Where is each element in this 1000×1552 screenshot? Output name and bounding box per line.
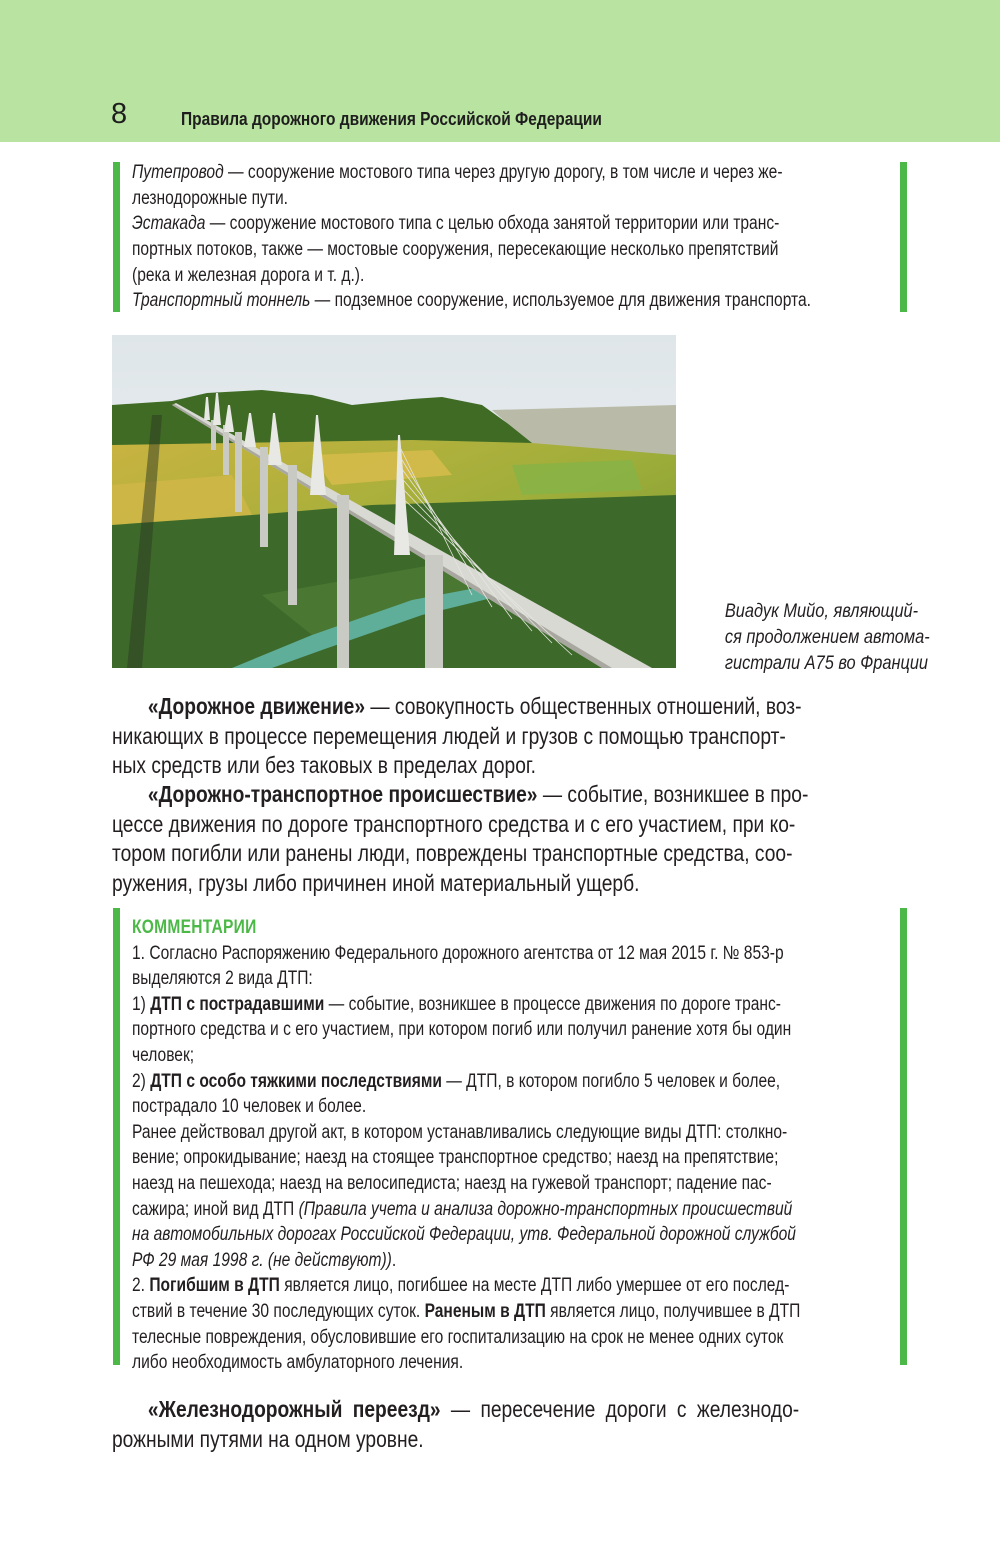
paragraph-text: — событие, возникшее в про- <box>537 781 809 807</box>
paragraph-road-traffic <box>112 692 938 781</box>
term-wounded-in-accident: Раненым в ДТП <box>424 1300 546 1322</box>
comment-line <box>132 1222 800 1248</box>
comments-left-bar <box>113 908 120 1365</box>
term-estacade: Эстакада <box>132 213 206 235</box>
paragraph-text: — пересечение дороги с железнодо- <box>440 1396 800 1422</box>
comment-text: — событие, возникшее в процессе движения по дороге транс- <box>324 993 781 1015</box>
citation-text: на автомобильных дорогах Российской Федерации, утв. Федеральной дорожной службой <box>132 1224 796 1246</box>
paragraph-line: цессе движения по дороге транспортного средства и с его участием, при ко- <box>112 810 796 837</box>
paragraph-line: ружения, грузы либо причинен иной материальный ущерб. <box>112 869 640 896</box>
comment-line <box>132 1299 800 1325</box>
comment-line: 1. Согласно Распоряжению Федерального дорожного агентства от 12 мая 2015 г. № 853-р <box>132 942 784 964</box>
comment-line <box>132 992 800 1018</box>
paragraph-line: ных средств или без таковых в пределах дорог. <box>112 752 536 778</box>
comment-line: портного средства и с его участием, при котором погиб или получил ранение хотя бы один <box>132 1019 792 1041</box>
viaduct-illustration <box>112 335 676 668</box>
term-accident: «Дорожно-транспортное происшествие» <box>147 781 538 807</box>
comment-line: пострадало 10 человек и более. <box>132 1096 367 1118</box>
definition-line <box>132 288 811 314</box>
list-marker: 2) <box>132 1070 151 1092</box>
comment-line: вение; опрокидывание; наезд на стоящее транспортное средство; наезд на препятствие; <box>132 1147 779 1169</box>
paragraph-text: — совокупность общественных отношений, воз- <box>365 693 802 719</box>
caption-line: ся продолжением автома- <box>724 626 930 648</box>
paragraph-line <box>112 1395 799 1425</box>
definition-line <box>132 186 811 212</box>
term-severe-accident: ДТП с особо тяжкими последствиями <box>150 1070 442 1092</box>
list-marker: 1) <box>132 993 151 1015</box>
definitions-left-bar <box>113 162 120 312</box>
definitions-box <box>132 160 960 314</box>
comment-text: . <box>391 1249 397 1271</box>
definition-text: — подземное сооружение, используемое для движения транспорта. <box>310 290 812 312</box>
comment-line: либо необходимость амбулаторного лечения. <box>132 1352 464 1374</box>
comments-box <box>132 915 947 1376</box>
citation-text: (Правила учета и анализа дорожно-транспортных происшествий <box>298 1198 793 1220</box>
comments-title: КОММЕНТАРИИ <box>132 917 257 938</box>
comment-text: ствий в течение 30 последующих суток. <box>132 1300 425 1322</box>
term-overpass: Путепровод <box>132 162 224 183</box>
definition-text: — сооружение мостового типа через другую дорогу, в том числе и через же- <box>223 162 783 183</box>
definition-line <box>132 211 811 237</box>
definition-line <box>132 237 811 263</box>
page-number: 8 <box>111 98 128 130</box>
definition-text: — сооружение мостового типа с целью обхода занятой территории или транс- <box>205 213 780 235</box>
comment-line <box>132 1069 800 1095</box>
definition-text: портных потоков, также — мостовые сооружения, пересекающие несколько препятствий <box>132 239 779 261</box>
paragraph-accident <box>112 780 946 898</box>
term-railway-crossing: «Железнодорожный переезд» <box>147 1396 441 1422</box>
comment-text: сажира; иной вид ДТП <box>132 1198 299 1220</box>
paragraph-line: никающих в процессе перемещения людей и грузов с помощью транспорт- <box>112 722 786 749</box>
paragraph-line: рожными путями на одном уровне. <box>112 1425 424 1452</box>
comment-line: наезд на пешехода; наезд на велосипедиста; наезд на гужевой транспорт; падение пас- <box>132 1172 772 1194</box>
running-title: Правила дорожного движения Российской Федерации <box>181 109 602 129</box>
comment-line <box>132 1248 800 1274</box>
comment-line <box>132 1273 800 1299</box>
term-road-traffic: «Дорожное движение» <box>147 693 366 719</box>
paragraph-line: тором погибли или ранены люди, повреждены транспортные средства, соо- <box>112 840 793 866</box>
comment-line: выделяются 2 вида ДТП: <box>132 968 313 990</box>
comment-text: является лицо, погибшее на месте ДТП либо умершее от его послед- <box>279 1275 790 1297</box>
definition-text: лезнодорожные пути. <box>132 187 289 209</box>
viaduct-photo <box>112 335 676 668</box>
paragraph-line <box>112 692 802 722</box>
comment-line: Ранее действовал другой акт, в котором устанавливались следующие виды ДТП: столкно- <box>132 1121 788 1143</box>
paragraph-line <box>112 780 808 810</box>
comment-line <box>132 1197 800 1223</box>
citation-text: РФ 29 мая 1998 г. (не действуют)) <box>132 1249 392 1271</box>
term-killed-in-accident: Погибшим в ДТП <box>149 1275 280 1297</box>
term-injured-accident: ДТП с пострадавшими <box>150 993 325 1015</box>
comment-line: телесные повреждения, обусловившие его госпитализацию на срок не менее одних суток <box>132 1326 784 1348</box>
term-tunnel: Транспортный тоннель <box>132 290 311 312</box>
page-header <box>0 0 1000 142</box>
comment-line: человек; <box>132 1044 195 1066</box>
photo-caption <box>690 598 930 676</box>
definition-text: (река и железная дорога и т. д.). <box>132 264 365 286</box>
caption-line: Виадук Мийо, являющий- <box>724 600 919 622</box>
list-marker: 2. <box>132 1275 150 1297</box>
definition-line <box>132 263 811 289</box>
comment-text: является лицо, получившее в ДТП <box>545 1300 801 1322</box>
caption-line: гистрали A75 во Франции <box>724 652 929 674</box>
paragraph-railway-crossing <box>112 1395 935 1454</box>
comment-text: — ДТП, в котором погибло 5 человек и более, <box>441 1070 781 1092</box>
definition-line <box>132 160 811 186</box>
